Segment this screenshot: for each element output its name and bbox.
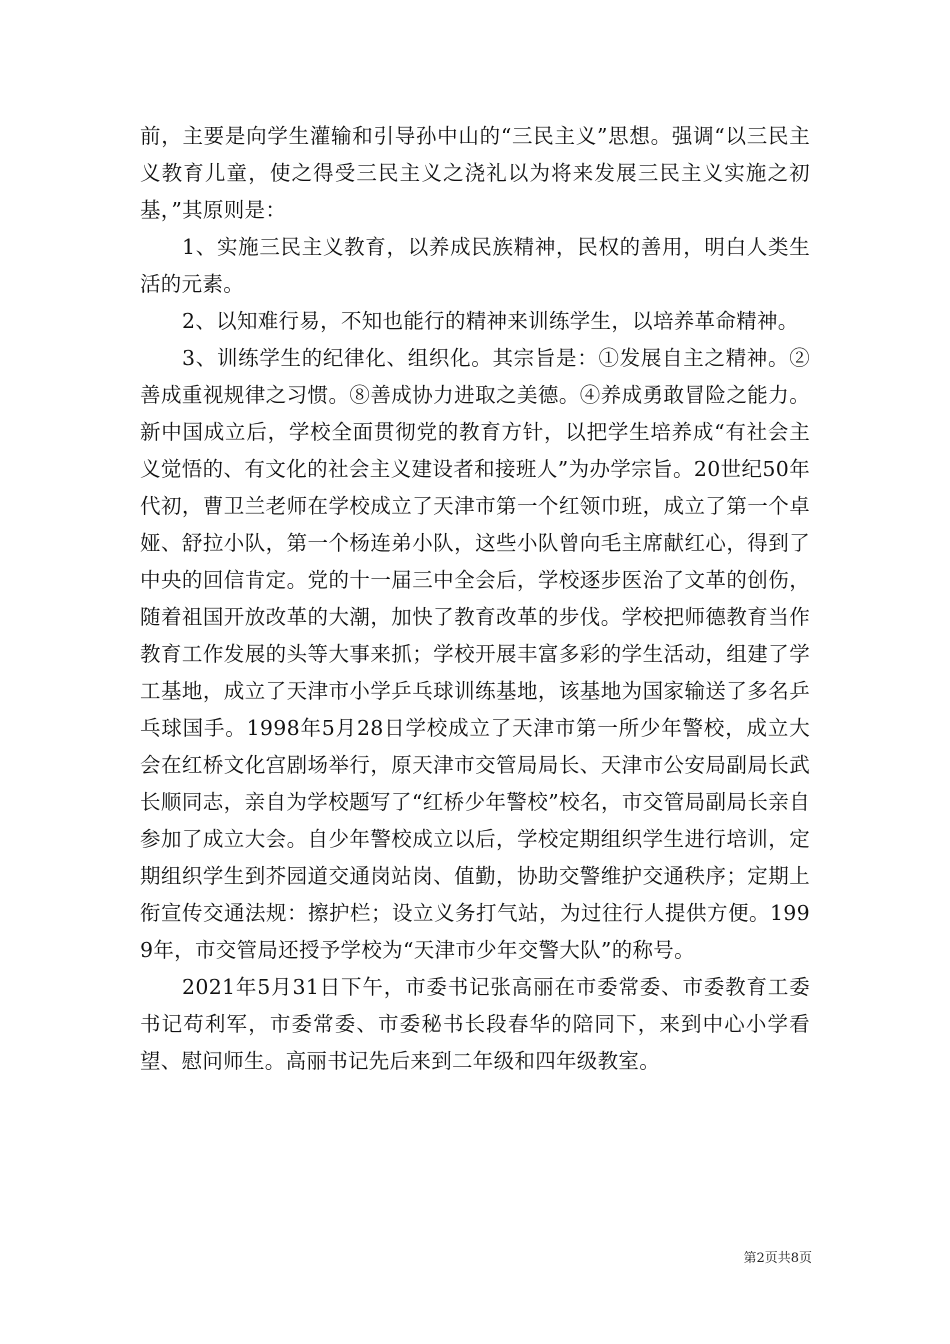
paragraph-3: 2、以知难行易，不知也能行的精神来训练学生，以培养革命精神。 bbox=[182, 309, 799, 333]
paragraph-5: 2021年5月31日下午，市委书记张高丽在市委常委、市委教育工委书记苟利军，市委常委、市委秘书长段春华的陪同下，来到中心小学看望、慰问师生。高丽书记先后来到二年级和四年级教室。 bbox=[140, 975, 810, 1073]
paragraph-4: 3、训练学生的纪律化、组织化。其宗旨是：①发展自主之精神。②善成重视规律之习惯。⑧善成协力进取之美德。④养成勇敢冒险之能力。新中国成立后，学校全面贯彻党的教育方针，以把学生培养成“有社会主义觉悟的、有文化的社会主义建设者和接班人”为办学宗旨。20世纪50年代初，曹卫兰老师在学校成立了天津市第一个红领巾班，成立了第一个卓娅、舒拉小队，第一个杨连弟小队，这些小队曾向毛主席献红心，得到了中央的回信肯定。党的十一届三中全会后，学校逐步医治了文革的创伤，随着祖国开放改革的大潮，加快了教育改革的步伐。学校把师德教育当作教育工作发展的头等大事来抓；学校开展丰富多彩的学生活动，组建了学工基地，成立了天津市小学乒乓球训练基地，该基地为国家输送了多名乒乓球国手。1998年5月28日学校成立了天津市第一所少年警校，成立大会在红桥文化宫剧场举行，原天津市交管局局长、天津市公安局副局长武长顺同志，亲自为学校题写了“红桥少年警校”校名，市交管局副局长亲自参加了成立大会。自少年警校成立以后，学校定期组织学生进行培训，定期组织学生到芥园道交通岗站岗、值勤，协助交警维护交通秩序；定期上衔宣传交通法规：擦护栏；设立义务打气站，为过往行人提供方便。1999年，市交管局还授予学校为“天津市少年交警大队”的称号。 bbox=[140, 346, 810, 962]
page-number-footer: 第2页共8页 bbox=[743, 1251, 812, 1266]
paragraph-1: 前，主要是向学生灌输和引导孙中山的“三民主义”思想。强调“以三民主义教育儿童，使之得受三民主义之浇礼以为将来发展三民主义实施之初基，”其原则是： bbox=[140, 124, 810, 222]
document-body bbox=[140, 118, 810, 1080]
paragraph-2: 1、实施三民主义教育，以养成民族精神，民权的善用，明白人类生活的元素。 bbox=[140, 235, 810, 296]
